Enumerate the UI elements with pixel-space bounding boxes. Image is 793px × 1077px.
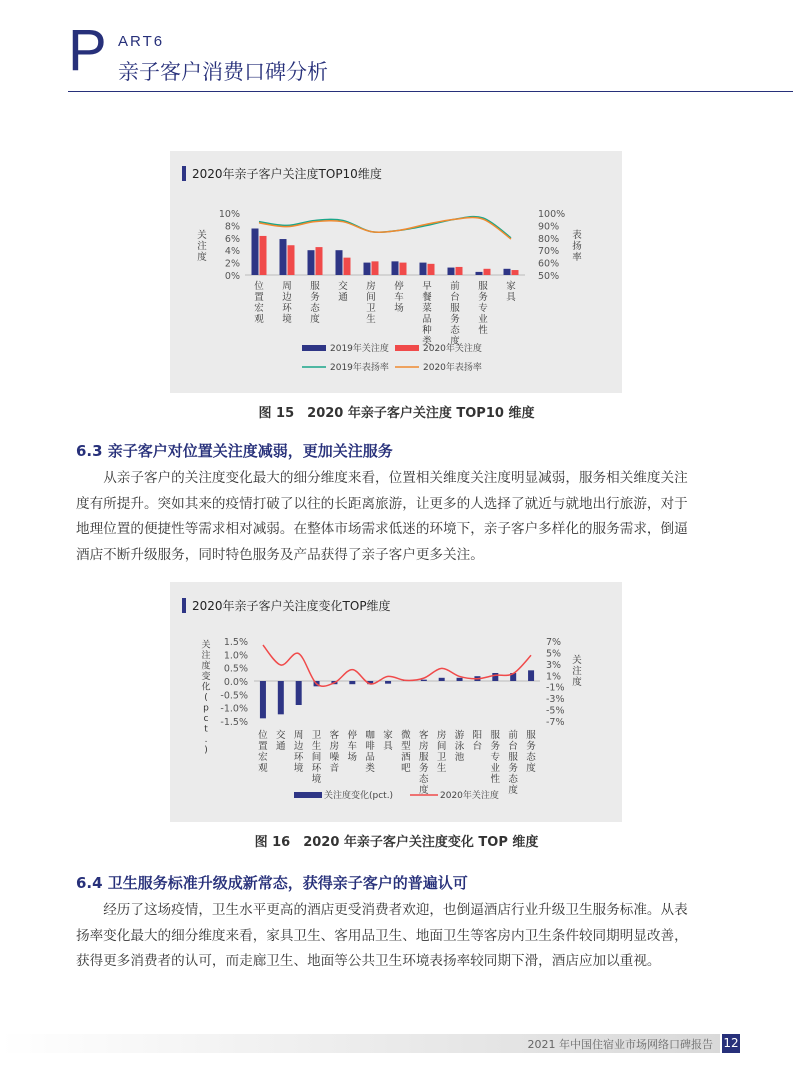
x-tick-label: 服务态度 xyxy=(310,281,320,325)
bar xyxy=(252,229,259,276)
x-tick-label: 服务专业性 xyxy=(490,730,501,785)
figure-16-chart xyxy=(170,582,622,822)
x-tick-label: 位置宏观 xyxy=(258,730,268,774)
bar xyxy=(528,670,534,681)
bar xyxy=(280,239,287,275)
page-number: 12 xyxy=(722,1034,740,1053)
bar xyxy=(457,678,463,681)
legend-label: 关注度变化(pct.) xyxy=(324,791,394,801)
footer-report-title: 2021 年中国住宿业市场网络口碑报告 xyxy=(527,1038,713,1051)
x-tick-label: 服务专业性 xyxy=(478,281,488,336)
bar xyxy=(260,681,266,718)
y-axis-label: 关注度变化( p c t . ) xyxy=(201,640,211,756)
bar xyxy=(484,269,491,275)
part-letter: P xyxy=(68,18,107,83)
y2-tick-label: 100% xyxy=(538,209,566,220)
x-tick-label: 房间卫生 xyxy=(436,730,447,774)
y2-tick-label: -1% xyxy=(546,682,565,694)
bar xyxy=(308,250,315,275)
part-label: ART6 xyxy=(118,33,165,50)
y2-tick-label: -7% xyxy=(546,717,565,728)
bar xyxy=(372,261,379,275)
y-tick-label: 0.5% xyxy=(223,663,248,675)
y-tick-label: -1.0% xyxy=(220,703,248,715)
series-line xyxy=(259,218,511,240)
bar xyxy=(492,673,498,681)
x-tick-label: 交通 xyxy=(338,281,348,303)
paragraph-line: 扬率变化最大的细分维度来看，家具卫生、客用品卫生、地面卫生等客房内卫生条件较同期明显改善， xyxy=(76,927,688,944)
header-divider xyxy=(68,91,793,92)
title-marker xyxy=(182,598,186,613)
chart-title: 2020年亲子客户关注度变化TOP维度 xyxy=(192,599,391,613)
x-tick-label: 客房噪音 xyxy=(329,730,340,774)
legend-swatch xyxy=(294,792,322,798)
y2-tick-label: 5% xyxy=(546,648,562,660)
y2-tick-label: 50% xyxy=(538,271,560,282)
bar xyxy=(421,680,427,681)
y-tick-label: 0.0% xyxy=(223,677,248,688)
legend-label: 2020年关注度 xyxy=(440,791,499,801)
series-line xyxy=(259,217,511,238)
bar xyxy=(336,250,343,275)
y2-tick-label: 1% xyxy=(546,671,562,683)
legend-label: 2020年表扬率 xyxy=(423,363,482,373)
paragraph-line: 度有所提升。突如其来的疫情打破了以往的长距离旅游，让更多的人选择了就近与就地出行旅游，对于 xyxy=(76,495,688,512)
section-6-4-paragraph xyxy=(76,898,726,975)
y2-axis-label: 关注度 xyxy=(572,655,582,688)
figure-16-svg xyxy=(170,582,622,822)
x-tick-label: 停车场 xyxy=(347,730,358,763)
bar xyxy=(385,681,391,684)
page-title: 亲子客户消费口碑分析 xyxy=(118,60,328,84)
series-line xyxy=(263,645,531,686)
bar xyxy=(420,263,427,275)
x-tick-label: 周边环境 xyxy=(293,730,304,774)
figure-16-caption: 图 16 2020 年亲子客户关注度变化 TOP 维度 xyxy=(254,835,539,850)
x-tick-label: 微型酒吧 xyxy=(401,730,411,774)
bar xyxy=(448,268,455,275)
figure-15-svg xyxy=(170,151,622,393)
x-tick-label: 阳台 xyxy=(472,730,483,752)
y2-tick-label: 80% xyxy=(538,233,560,245)
y2-tick-label: 60% xyxy=(538,258,560,270)
bar xyxy=(296,681,302,705)
legend-label: 2019年表扬率 xyxy=(330,363,389,373)
paragraph-line: 地理位置的便捷性等需求相对减弱。在整体市场需求低迷的环境下，亲子客户多样化的服务需求，倒逼 xyxy=(76,521,688,537)
x-tick-label: 停车场 xyxy=(394,281,404,314)
bar xyxy=(260,236,267,275)
bar xyxy=(364,263,371,275)
y-tick-label: 4% xyxy=(224,246,240,258)
bar xyxy=(278,681,284,714)
x-tick-label: 周边环境 xyxy=(282,281,292,325)
x-tick-label: 早餐菜品种类 xyxy=(422,281,432,347)
y2-tick-label: 90% xyxy=(538,221,560,233)
y2-axis-label: 表扬率 xyxy=(572,230,582,263)
y-tick-label: 1.5% xyxy=(223,637,248,648)
y-tick-label: 0% xyxy=(224,271,240,282)
x-tick-label: 前台服务态度 xyxy=(508,730,518,796)
y-tick-label: 8% xyxy=(224,221,240,233)
bar xyxy=(476,272,483,275)
y2-tick-label: -3% xyxy=(546,694,565,706)
x-tick-label: 房间卫生 xyxy=(366,281,376,325)
section-6-3-title: 6.3 亲子客户对位置关注度减弱，更加关注服务 xyxy=(76,442,393,460)
legend-swatch xyxy=(395,345,419,351)
paragraph-line: 获得更多消费者的认可，而走廊卫生、地面等公共卫生环境表扬率较同期下滑，酒店应加以重视。 xyxy=(76,953,661,969)
x-tick-label: 客房服务态度 xyxy=(419,730,429,796)
bar xyxy=(428,264,435,275)
y-tick-label: -1.5% xyxy=(220,717,248,728)
y-axis-label: 关注度 xyxy=(197,230,207,263)
bar xyxy=(316,247,323,275)
bar xyxy=(392,261,399,275)
x-tick-label: 前台服务态度 xyxy=(450,281,460,347)
chart-title: 2020年亲子客户关注度TOP10维度 xyxy=(192,167,382,181)
bar xyxy=(439,678,445,681)
bar xyxy=(512,270,519,275)
section-6-4-title: 6.4 卫生服务标准升级成新常态，获得亲子客户的普遍认可 xyxy=(76,874,468,892)
paragraph-line: 酒店不断升级服务，同时特色服务及产品获得了亲子客户更多关注。 xyxy=(76,546,484,563)
y-tick-label: -0.5% xyxy=(220,690,248,702)
y-tick-label: 2% xyxy=(224,258,240,270)
y-tick-label: 10% xyxy=(218,209,240,220)
figure-15-chart xyxy=(170,151,622,393)
y-tick-label: 1.0% xyxy=(223,650,248,662)
bar xyxy=(344,258,351,275)
paragraph-line: 从亲子客户的关注度变化最大的细分维度来看，位置相关维度关注度明显减弱，服务相关维度关注 xyxy=(103,470,688,486)
y2-tick-label: -5% xyxy=(546,705,565,717)
bar xyxy=(504,269,511,275)
figure-15-caption: 图 15 2020 年亲子客户关注度 TOP10 维度 xyxy=(258,406,535,421)
y2-tick-label: 3% xyxy=(546,659,562,671)
x-tick-label: 咖啡品类 xyxy=(365,730,375,774)
x-tick-label: 家具 xyxy=(383,730,393,752)
legend-swatch xyxy=(302,345,326,351)
bar xyxy=(456,267,463,275)
y-tick-label: 6% xyxy=(224,233,240,245)
x-tick-label: 位置宏观 xyxy=(254,281,264,325)
x-tick-label: 交通 xyxy=(276,730,286,752)
bar xyxy=(400,263,407,275)
bar xyxy=(288,245,295,275)
y2-tick-label: 70% xyxy=(538,246,560,258)
x-tick-label: 服务态度 xyxy=(526,730,536,774)
x-tick-label: 卫生间环境 xyxy=(311,730,322,785)
title-marker xyxy=(182,166,186,181)
legend-label: 2020年关注度 xyxy=(423,344,482,354)
x-tick-label: 家具 xyxy=(506,281,516,303)
legend-label: 2019年关注度 xyxy=(330,344,389,354)
paragraph-line: 经历了这场疫情，卫生水平更高的酒店更受消费者欢迎，也倒逼酒店行业升级卫生服务标准。从表 xyxy=(103,902,688,918)
section-6-3-paragraph xyxy=(76,466,726,568)
y2-tick-label: 7% xyxy=(546,637,562,648)
bar xyxy=(349,681,355,684)
x-tick-label: 游泳池 xyxy=(454,730,465,763)
